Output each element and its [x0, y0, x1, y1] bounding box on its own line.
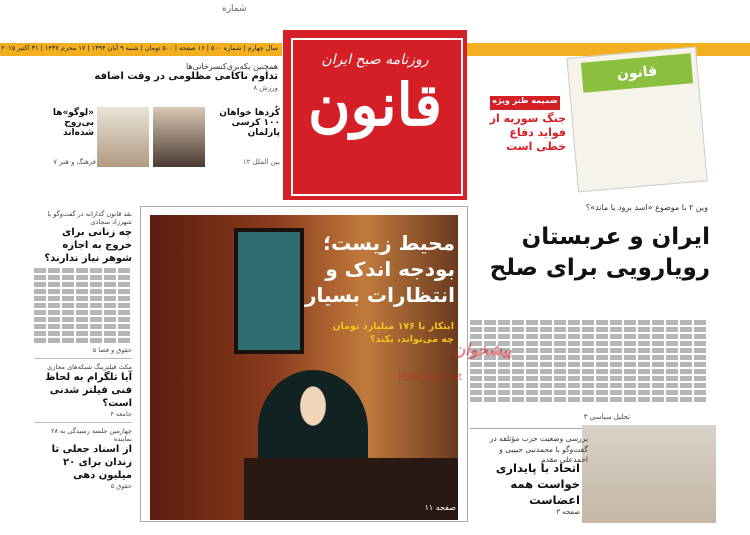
- watermark: پیشخوان: [453, 340, 512, 359]
- teaser-kicker: همچنین یکه‌بری‌کنسرخانی‌ها: [185, 62, 278, 71]
- item-headline: از اسناد جعلی تا زندان برای ۲۰ میلیون دهی: [51, 444, 132, 481]
- supplement-label: ضمیمه طنز ویژه: [490, 96, 560, 110]
- wall-painting: [234, 228, 304, 354]
- teaser-page: فرهنگ و هنر ۷: [53, 158, 96, 166]
- supplement-headline[interactable]: جنگ سوریه از فواید دفاع خطی است: [489, 112, 566, 153]
- lower-headline[interactable]: اتحاد با پایداری خواست همه اعضاست: [495, 461, 580, 508]
- list-item[interactable]: [34, 363, 132, 418]
- item-body: [34, 268, 132, 343]
- analysis-link[interactable]: تحلیل سیاسی ۳: [583, 413, 630, 421]
- left-column: [34, 210, 132, 490]
- portrait-photo: [153, 107, 205, 167]
- list-item[interactable]: [34, 210, 132, 354]
- cover-subheadline: ابتکار با ۱۷۶ میلیارد تومان چه می‌تواند، بکند؟: [332, 321, 454, 346]
- divider: [34, 422, 132, 423]
- lower-kicker: بررسی وضعیت حزب مؤتلفه در گفت‌وگو با محمدنبی حبیبی و احمدعلی مقدم: [489, 434, 588, 464]
- teaser-headline: تداوم ناکامی مظلومی در وقت اضافه: [94, 71, 278, 82]
- item-headline: چه زنانی برای خروج به اجازه شوهر نیاز ندارند؟: [44, 227, 132, 264]
- logo-subtitle: روزنامه صبح ایران: [321, 52, 429, 68]
- date-line: سال چهارم | شماره ۵۰۰ | ۱۶ صفحه | ۵۰۰ تومان | شنبه ۹ آبان ۱۳۹۴ | ۱۷ محرم ۱۴۳۷ | ۳۱ اکتبر ۲۰۱۵: [1, 44, 278, 52]
- main-story-body: [470, 318, 708, 404]
- logo-title: قانون: [307, 71, 443, 139]
- teaser-page: ورزش ۸: [253, 84, 278, 92]
- cover-page: صفحه ۱۱: [424, 503, 456, 512]
- supplement-banner-title: قانون: [616, 63, 658, 83]
- item-kicker: مکث فیلترینگ شبکه‌های مجازی: [47, 363, 132, 371]
- main-headline[interactable]: ایران و عربستان رویارویی برای صلح: [489, 224, 710, 282]
- watermark-url: Pishkhan.net: [398, 372, 463, 383]
- divider: [34, 358, 132, 359]
- teaser-page: بین الملل ۱۲: [242, 158, 280, 166]
- cover-headline[interactable]: محیط زیست؛ بودجه اندک و انتظارات بسیار: [305, 231, 455, 307]
- lower-page: صفحه ۳: [556, 508, 580, 516]
- teaser-sports[interactable]: [40, 62, 278, 92]
- teaser-kurds[interactable]: کُردها خواهان ۱۰۰ کرسی پارلمان: [219, 108, 280, 138]
- item-headline: آیا تلگرام به لحاظ فنی فیلتر شدنی است؟: [45, 372, 132, 409]
- portrait-photo: [97, 107, 149, 167]
- issue-number-label: شماره: [222, 4, 247, 14]
- item-kicker: چهارمین جلسه رسیدگی به ۲۸ نماینده: [51, 427, 132, 443]
- item-page: جامعه ۴: [110, 410, 132, 418]
- item-page: حقوق و قضا ۵: [92, 346, 132, 354]
- main-kicker: وین ۲ با موضوع «اسد برود یا ماند»؟: [585, 203, 708, 212]
- item-page: حقوق ۵: [110, 482, 132, 490]
- portrait-photo: [582, 425, 716, 523]
- list-item[interactable]: [34, 427, 132, 490]
- teaser-logos[interactable]: «لوگو»ها بی‌روح شده‌اند: [52, 108, 94, 138]
- item-kicker: نقد قانون گذارانه در گفت‌وگو با شهرزاد سجادی: [47, 210, 132, 226]
